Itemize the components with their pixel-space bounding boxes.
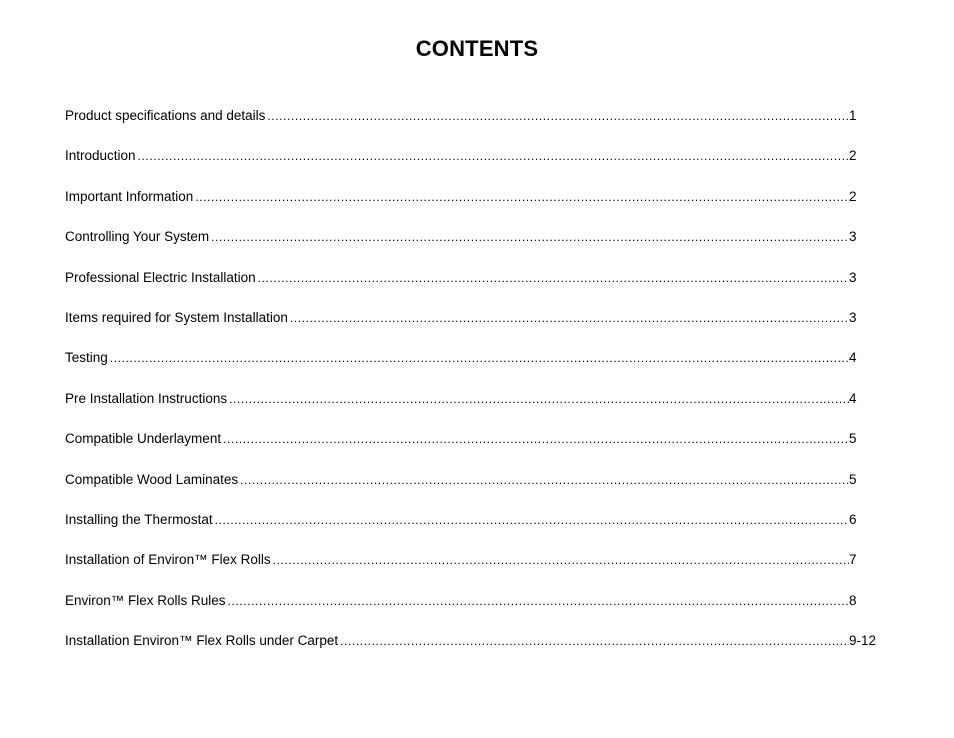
toc-leader-dots	[110, 351, 849, 365]
toc-entry[interactable]	[65, 512, 879, 552]
toc-entry[interactable]	[65, 552, 879, 592]
toc-entry[interactable]	[65, 391, 879, 431]
toc-entry-label: Environ™ Flex Rolls Rules	[65, 592, 226, 608]
toc-entry-page: 9-12	[849, 633, 877, 649]
toc-entry-label: Compatible Underlayment	[65, 431, 222, 447]
toc-entry-page: 4	[849, 350, 857, 366]
toc-entry-label: Product specifications and details	[65, 108, 266, 123]
toc-entry[interactable]	[65, 108, 879, 148]
toc-entry-page: 3	[849, 229, 857, 245]
toc-leader-dots	[290, 311, 849, 325]
toc-entry-page: 1	[849, 108, 857, 123]
toc-entry-label: Installation of Environ™ Flex Rolls	[65, 552, 271, 568]
toc-leader-dots	[258, 271, 849, 285]
toc-entry-page: 4	[849, 390, 857, 406]
toc-entry-page: 2	[849, 188, 857, 204]
toc-entry-label: Important Information	[65, 188, 194, 204]
toc-entry[interactable]	[65, 148, 879, 188]
toc-entry-page: 7	[849, 552, 857, 568]
toc-entry-label: Testing	[65, 350, 108, 366]
toc-leader-dots	[211, 230, 849, 244]
toc-leader-dots	[223, 432, 849, 446]
toc-entry[interactable]	[65, 310, 879, 350]
toc-leader-dots	[340, 634, 849, 648]
toc-entry-label: Pre Installation Instructions	[65, 390, 228, 406]
toc-leader-dots	[228, 594, 849, 608]
toc-leader-dots	[240, 473, 849, 487]
toc-entry-label: Installation Environ™ Flex Rolls under Carpet	[65, 633, 339, 649]
toc-entry[interactable]	[65, 633, 879, 673]
toc-entry-label: Introduction	[65, 148, 136, 164]
toc-entry-page: 2	[849, 148, 857, 164]
table-of-contents	[65, 108, 879, 673]
toc-leader-dots	[273, 553, 849, 567]
toc-entry[interactable]	[65, 189, 879, 229]
toc-entry[interactable]	[65, 270, 879, 310]
toc-leader-dots	[215, 513, 849, 527]
toc-entry-page: 5	[849, 431, 857, 447]
toc-entry[interactable]	[65, 431, 879, 471]
toc-entry-page: 8	[849, 592, 857, 608]
toc-leader-dots	[267, 109, 849, 123]
toc-entry-page: 5	[849, 471, 857, 487]
toc-entry[interactable]	[65, 350, 879, 390]
toc-entry-page: 6	[849, 511, 857, 527]
toc-entry-label: Installing the Thermostat	[65, 511, 213, 527]
toc-leader-dots	[195, 190, 849, 204]
toc-leader-dots	[229, 392, 849, 406]
toc-entry[interactable]	[65, 229, 879, 269]
toc-entry-label: Controlling Your System	[65, 229, 210, 245]
toc-entry-label: Compatible Wood Laminates	[65, 471, 239, 487]
toc-entry[interactable]	[65, 593, 879, 633]
page-title: CONTENTS	[415, 36, 539, 61]
toc-entry-label: Professional Electric Installation	[65, 269, 256, 285]
toc-entry-page: 3	[849, 309, 857, 325]
toc-entry-page: 3	[849, 269, 857, 285]
toc-entry[interactable]	[65, 472, 879, 512]
toc-leader-dots	[138, 149, 849, 163]
toc-entry-label: Items required for System Installation	[65, 309, 288, 325]
